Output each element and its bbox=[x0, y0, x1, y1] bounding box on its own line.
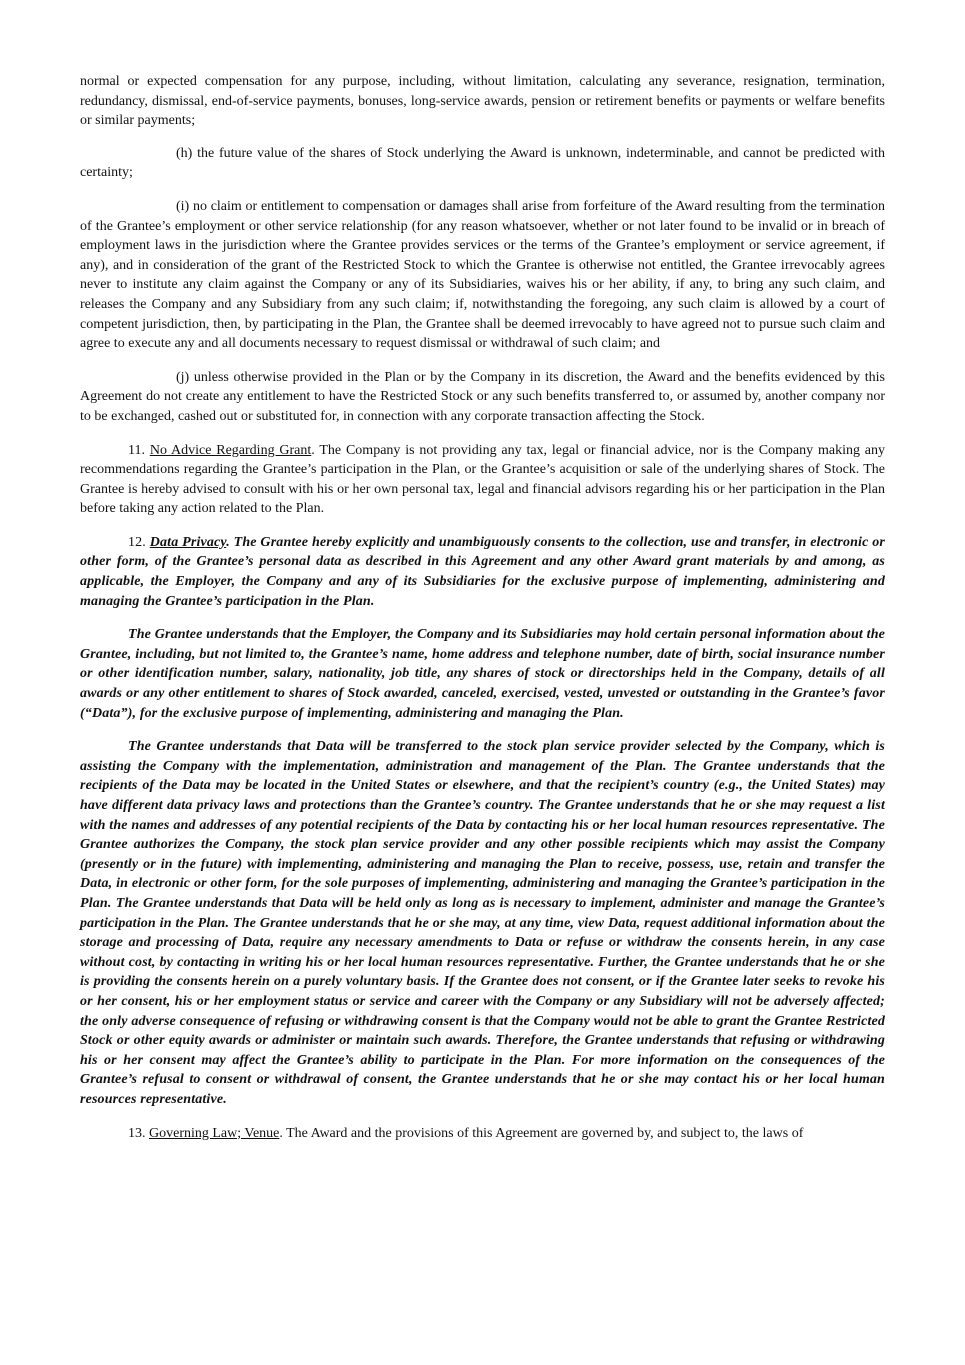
section-12-heading: Data Privacy bbox=[149, 534, 227, 550]
clause-h: (h) the future value of the shares of Stock underlying the Award is unknown, indeterminable, and cannot be predicted with certainty; bbox=[80, 145, 885, 181]
section-11 bbox=[80, 441, 885, 519]
section-12-paragraph-3: The Grantee understands that Data will be transferred to the stock plan service provider selected by the Company, which is assisting the Company with the implementation, administration and management of the Plan. The Grantee understands that the recipients of the Data may be located in the United States or elsewhere, and that the recipient’s country (e.g., the United States) may have different data privacy laws and protections than the Grantee’s country. The Grantee understands that he or she may request a list with the names and addresses of any potential recipients of the Data by contacting his or her local human resources representative. The Grantee authorizes the Company, the stock plan service provider and any other possible recipients which may assist the Company (presently or in the future) with implementing, administering and managing the Plan to receive, possess, use, retain and transfer the Data, in electronic or other form, for the sole purposes of implementing, administering and managing the Grantee’s participation in the Plan. The Grantee understands that Data will be held only as long as is necessary to implement, administer and manage the Grantee’s participation in the Plan. The Grantee understands that he or she may, at any time, view Data, request additional information about the storage and processing of Data, require any necessary amendments to Data or refuse or withdraw the consents herein, in any case without cost, by contacting in writing his or her local human resources representative. Further, the Grantee understands that he or she is providing the consents herein on a purely voluntary basis. If the Grantee does not consent, or if the Grantee later seeks to revoke his or her consent, his or her employment status or service and career with the Company or any Subsidiary will not be adversely affected; the only adverse consequence of refusing or withdrawing consent is that the Company would not be able to grant the Grantee Restricted Stock or other equity awards or administer or maintain such awards. Therefore, the Grantee understands that refusing or withdrawing his or her consent may affect the Grantee’s ability to participate in the Plan. For more information on the consequences of the Grantee’s refusal to consent or withdrawal of consent, the Grantee understands that he or she may contact his or her local human resources representative. bbox=[80, 739, 885, 1107]
section-13 bbox=[80, 1124, 885, 1144]
clause-j: (j) unless otherwise provided in the Plan or by the Company in its discretion, the Award and the benefits evidenced by this Agreement do not create any entitlement to have the Restricted Stock or any such benefits transferred to, or assumed by, another company nor to be exchanged, cashed out or substituted for, in connection with any corporate transaction affecting the Stock. bbox=[80, 369, 885, 424]
section-13-body: . The Award and the provisions of this Agreement are governed by, and subject to, the laws of bbox=[279, 1125, 804, 1141]
section-12-body: . The Grantee hereby explicitly and unambiguously consents to the collection, use and transfer, in electronic or other form, of the Grantee’s personal data as described in this Agreement and any other Award grant materials by and among, as applicable, the Employer, the Company and any of its Subsidiaries for the exclusive purpose of implementing, administering and managing the Grantee’s participation in the Plan. bbox=[80, 534, 885, 609]
paragraph-continuation: normal or expected compensation for any purpose, including, without limitation, calculating any severance, resignation, termination, redundancy, dismissal, end-of-service payments, bonuses, long-service awards, pension or retirement benefits or payments or welfare benefits or similar payments; bbox=[80, 74, 885, 129]
section-11-number: 11. bbox=[128, 442, 145, 458]
section-12-paragraph-2: The Grantee understands that the Employer, the Company and its Subsidiaries may hold certain personal information about the Grantee, including, but not limited to, the Grantee’s name, home address and telephone number, date of birth, social insurance number or other identification number, salary, nationality, job title, any shares of stock or directorships held in the Company, details of all awards or any other entitlement to shares of Stock awarded, canceled, exercised, vested, unvested or outstanding in the Grantee’s favor (“Data”), for the exclusive purpose of implementing, administering and managing the Plan. bbox=[80, 627, 885, 721]
clause-i: (i) no claim or entitlement to compensation or damages shall arise from forfeiture of the Award resulting from the termination of the Grantee’s employment or other service relationship (for any reason whatsoever, whether or not later found to be invalid or in breach of employment laws in the jurisdiction where the Grantee provides services or the terms of the Grantee’s employment or service agreement, if any), and in consideration of the grant of the Restricted Stock to which the Grantee is otherwise not entitled, the Grantee irrevocably agrees never to institute any claim against the Company or any of its Subsidiaries, waives his or her ability, if any, to bring any such claim, and releases the Company and any Subsidiary from any such claim; if, notwithstanding the foregoing, any such claim is allowed by a court of competent jurisdiction, then, by participating in the Plan, the Grantee shall be deemed irrevocably to have agreed not to pursue such claim and agree to execute any and all documents necessary to request dismissal or withdrawal of such claim; and bbox=[80, 198, 885, 352]
section-12 bbox=[80, 533, 885, 611]
section-12-number: 12. bbox=[128, 534, 146, 550]
section-13-heading: Governing Law; Venue bbox=[149, 1125, 280, 1141]
section-11-heading: No Advice Regarding Grant bbox=[149, 442, 312, 458]
section-11-body: . The Company is not providing any tax, legal or financial advice, nor is the Company making any recommendations regarding the Grantee’s participation in the Plan, or the Grantee’s acquisition or sale of the underlying shares of Stock. The Grantee is hereby advised to consult with his or her own personal tax, legal and financial advisors regarding his or her participation in the Plan before taking any action related to the Plan. bbox=[80, 442, 886, 517]
section-13-number: 13. bbox=[128, 1125, 146, 1141]
document-page bbox=[80, 72, 885, 1157]
